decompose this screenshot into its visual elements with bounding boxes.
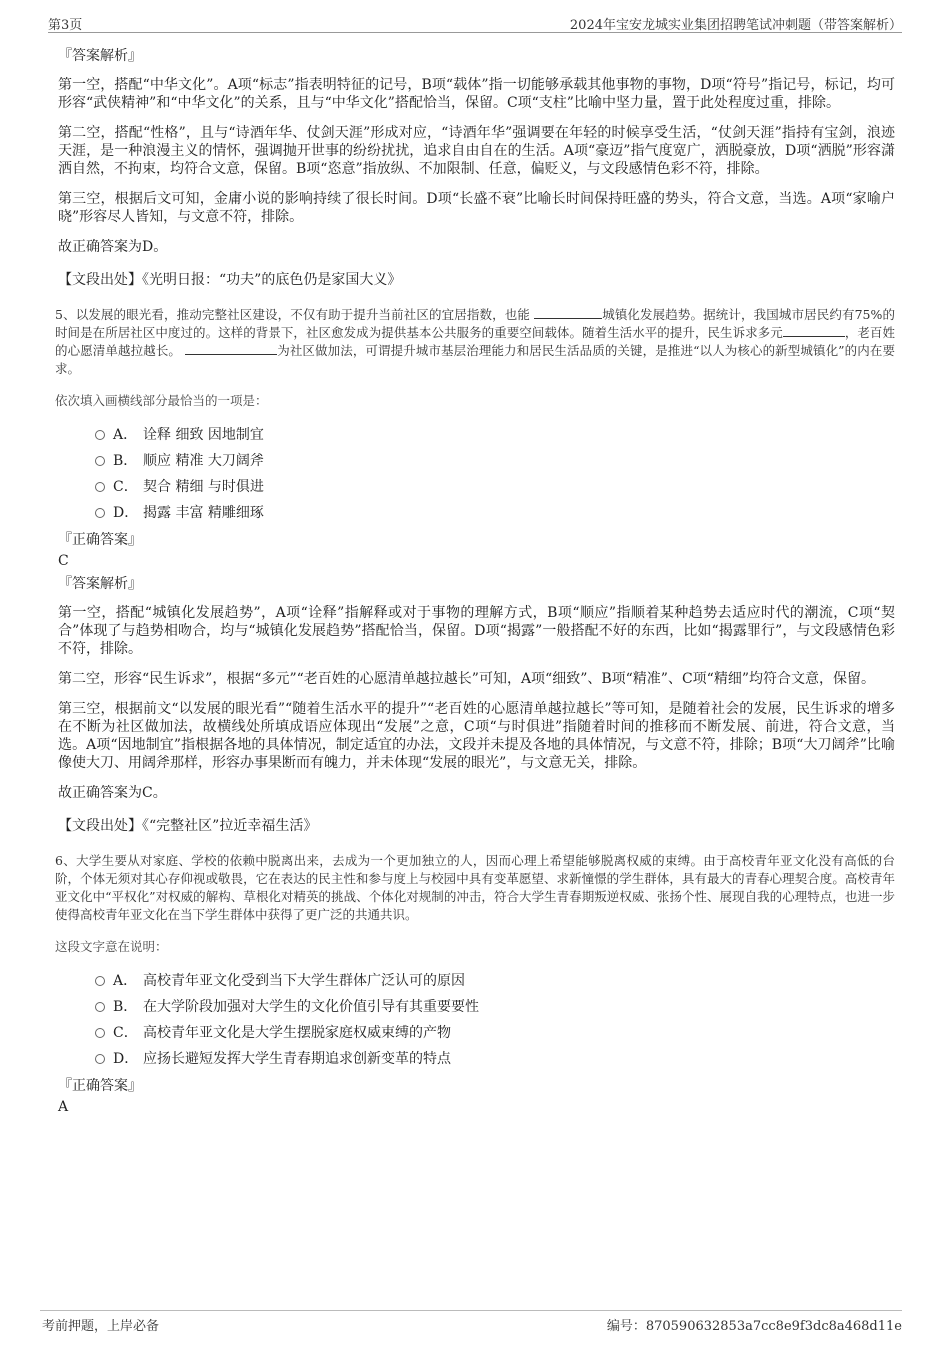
page-number: 第3页: [48, 18, 83, 33]
option-c[interactable]: C． 契合 精细 与时俱进: [95, 474, 895, 500]
page-footer: [40, 1310, 902, 1333]
question-5-text: 5、以发展的眼光看，推动完整社区建设，不仅有助于提升当前社区的宜居指数，也能 城镇化发展趋势。据统计，我国城市居民约有75%的时间是在所居社区中度过的。这样的背景下，社区愈发成为提供基本公共服务的重要空间载体。随着生活水平的提升，民生诉求多元 ，老百姓的心愿清单越拉越长。 为社区做加法，可谓提升城市基层治理能力和居民生活品质的关键，是推进“以人为核心的新型城镇化”的内在要求。: [55, 307, 895, 376]
analysis-paragraph: 第三空，根据前文“以发展的眼光看”“随着生活水平的提升”“老百姓的心愿清单越拉越长”等可知，是随着社会的发展，民生诉求的增多在不断为社区做加法，故横线处所填成语应体现出“发展”之意，C项“与时俱进”指随着时间的推移而不断发展、前进，符合文意，当选。A项“因地制宜”指根据各地的具体情况，制定适宜的办法，文段并未提及各地的具体情况，与文意不符，排除；B项“大刀阔斧”比喻像使大刀、用阔斧那样，形容办事果断而有魄力，并未体现“发展的眼光”，与文意无关，排除。: [58, 701, 895, 771]
analysis-paragraph: 第三空，根据后文可知，金庸小说的影响持续了很长时间。D项“长盛不衰”比喻长时间保持旺盛的势头，符合文意，当选。A项“家喻户晓”形容尽人皆知，与文意不符，排除。: [58, 191, 895, 225]
analysis-label: 『答案解析』: [58, 48, 142, 64]
option-a[interactable]: A． 高校青年亚文化受到当下大学生群体广泛认可的原因: [95, 968, 895, 994]
answer-label: 『正确答案』: [58, 1078, 142, 1094]
main-content: [55, 42, 895, 1116]
document-title: 2024年宝安龙城实业集团招聘笔试冲刺题（带答案解析）: [569, 18, 902, 33]
question-6-options: [95, 968, 895, 1072]
blank-2: [783, 324, 845, 337]
option-b[interactable]: B． 顺应 精准 大刀阔斧: [95, 448, 895, 474]
page-header: [48, 10, 902, 33]
radio-icon[interactable]: [95, 976, 105, 986]
question-prompt: 依次填入画横线部分最恰当的一项是：: [55, 393, 268, 408]
blank-3: [185, 342, 277, 355]
correct-answer: A: [58, 1099, 69, 1115]
radio-icon[interactable]: [95, 1028, 105, 1038]
option-c[interactable]: C． 高校青年亚文化是大学生摆脱家庭权威束缚的产物: [95, 1020, 895, 1046]
radio-icon[interactable]: [95, 456, 105, 466]
question-prompt: 这段文字意在说明：: [55, 939, 168, 954]
option-a[interactable]: A． 诠释 细致 因地制宜: [95, 422, 895, 448]
correct-answer: C: [58, 553, 69, 569]
analysis-paragraph: 第二空，形容“民生诉求”，根据“多元”“老百姓的心愿清单越拉越长”可知，A项“细致”、B项“精准”、C项“精细”均符合文意，保留。: [58, 671, 875, 687]
analysis-paragraph: 第一空，搭配“中华文化”。A项“标志”指表明特征的记号，B项“载体”指一切能够承载其他事物的事物，D项“符号”指记号，标记，均可形容“武侠精神”和“中华文化”的关系，且与“中华文化”搭配恰当，保留。C项“支柱”比喻中坚力量，置于此处程度过重，排除。: [58, 77, 895, 111]
analysis-label: 『答案解析』: [58, 576, 142, 592]
document-id: 编号：870590632853a7cc8e9f3dc8a468d11e: [606, 1319, 902, 1334]
analysis-paragraph: 第二空，搭配“性格”，且与“诗酒年华、仗剑天涯”形成对应，“诗酒年华”强调要在年轻的时候享受生活，“仗剑天涯”指持有宝剑，浪迹天涯，是一种浪漫主义的情怀，强调抛开世事的纷纷扰扰，追求自由自在的生活。A项“豪迈”指气度宽广，洒脱豪放，D项“洒脱”形容潇洒自然，不拘束，均符合文意，保留。B项“恣意”指放纵、不加限制、任意，偏贬义，与文段感情色彩不符，排除。: [58, 125, 895, 177]
option-b[interactable]: B． 在大学阶段加强对大学生的文化价值引导有其重要要性: [95, 994, 895, 1020]
radio-icon[interactable]: [95, 1002, 105, 1012]
question-5-options: [95, 422, 895, 526]
option-d[interactable]: D． 揭露 丰富 精雕细琢: [95, 500, 895, 526]
conclusion: 故正确答案为D。: [58, 239, 168, 255]
blank-1: [534, 306, 602, 319]
footer-slogan: 考前押题，上岸必备: [42, 1319, 160, 1334]
radio-icon[interactable]: [95, 430, 105, 440]
option-d[interactable]: D． 应扬长避短发挥大学生青春期追求创新变革的特点: [95, 1046, 895, 1072]
conclusion: 故正确答案为C。: [58, 785, 167, 801]
question-6-text: 6、大学生要从对家庭、学校的依赖中脱离出来，去成为一个更加独立的人，因而心理上希望能够脱离权威的束缚。由于高校青年亚文化没有高低的台阶，个体无须对其心存仰视或敬畏，它在表达的民主性和参与度上与校园中具有变革愿望、求新憧憬的学生群体，具有最大的青春心理契合度。高校青年亚文化中“平权化”对权威的解构、草根化对精英的挑战、个体化对规制的冲击，符合大学生青春期叛逆权威、张扬个性、展现自我的心理特点，也进一步使得高校青年亚文化在当下学生群体中获得了更广泛的共通共识。: [55, 853, 895, 922]
radio-icon[interactable]: [95, 482, 105, 492]
analysis-paragraph: 第一空，搭配“城镇化发展趋势”，A项“诠释”指解释或对于事物的理解方式，B项“顺应”指顺着某种趋势去适应时代的潮流，C项“契合”体现了与趋势相吻合，均与“城镇化发展趋势”搭配恰当，保留。D项“揭露”一般搭配不好的东西，比如“揭露罪行”，与文段感情色彩不符，排除。: [58, 605, 895, 657]
radio-icon[interactable]: [95, 1054, 105, 1064]
source-citation: 【文段出处】《“完整社区”拉近幸福生活》: [58, 818, 318, 834]
radio-icon[interactable]: [95, 508, 105, 518]
source-citation: 【文段出处】《光明日报：“功夫”的底色仍是家国大义》: [58, 272, 402, 288]
answer-label: 『正确答案』: [58, 532, 142, 548]
